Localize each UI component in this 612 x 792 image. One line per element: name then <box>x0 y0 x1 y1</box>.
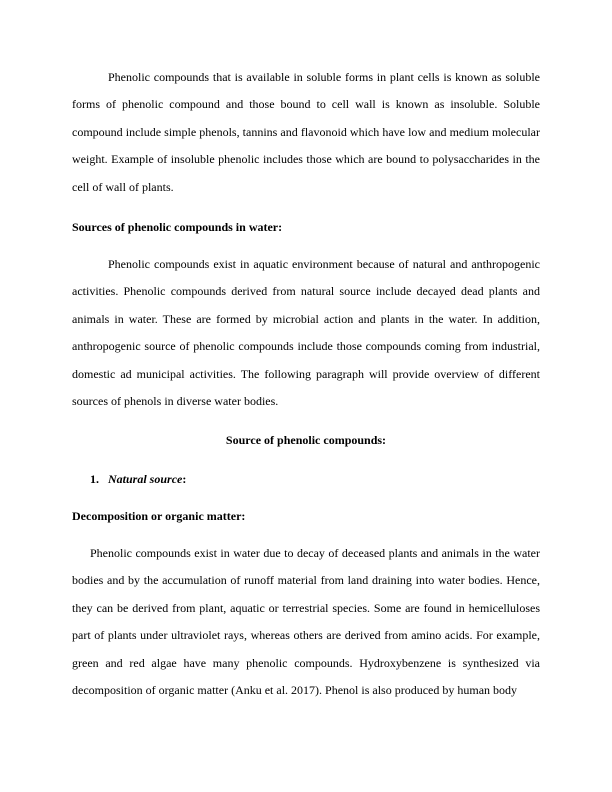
heading-sources-in-water: Sources of phenolic compounds in water: <box>72 220 283 234</box>
paragraph-decay: Phenolic compounds exist in water due to decay of deceased plants and animals in the water bodies and by the accumulation of runoff material from land draining into water bodies. Hence, they can be derived from plant, aquatic or terrestrial species. Some are found in hemicelluloses part of plants under ultraviolet rays, whereas others are derived from amino acids. For example, green and red algae have many phenolic compounds. Hydroxybenzene is synthesized via decomposition of organic matter (Anku et al. 2017). Phenol is also produced by human body <box>72 546 540 698</box>
paragraph-soluble-forms: Phenolic compounds that is available in soluble forms in plant cells is known as soluble forms of phenolic compound and those bound to cell wall is known as insoluble. Soluble compound include simple phenols, tannins and flavonoid which have low and medium molecular weight. Example of insoluble phenolic includes those which are bound to polysaccharides in the cell of wall of plants. <box>72 70 540 194</box>
list-label: Natural source <box>108 472 183 486</box>
heading-decomposition: Decomposition or organic matter: <box>72 509 246 523</box>
list-item-natural-source <box>90 471 186 487</box>
paragraph-aquatic-environment: Phenolic compounds exist in aquatic environment because of natural and anthropogenic activities. Phenolic compounds derived from natural source include decayed dead plants and animals in water. These are formed by microbial action and plants in the water. In addition, anthropogenic source of phenolic compounds include those compounds coming from industrial, domestic ad municipal activities. The following paragraph will provide overview of different sources of phenols in diverse water bodies. <box>72 257 540 409</box>
heading-source-of-phenolic-compounds: Source of phenolic compounds: <box>225 433 387 447</box>
list-number: 1. <box>90 472 99 486</box>
list-suffix: : <box>182 472 187 486</box>
